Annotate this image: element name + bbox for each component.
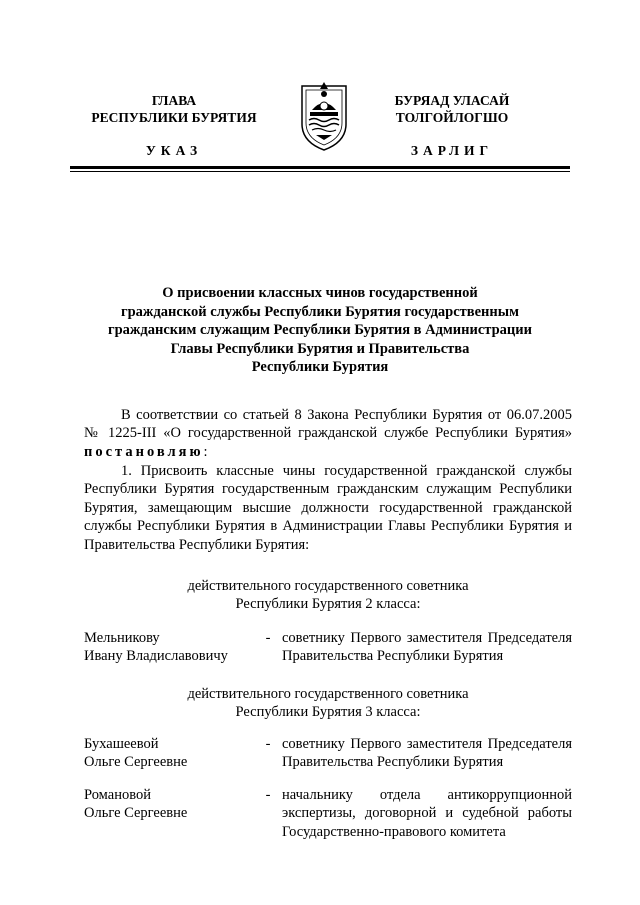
title-line: гражданской службы Республики Бурятия государственным [121, 303, 519, 320]
issuer-line-1: ГЛАВА [151, 93, 197, 108]
doc-type-russian: УКАЗ [145, 143, 203, 158]
person-dash: - [265, 736, 271, 752]
decree-title [95, 284, 545, 377]
title-line: Республики Бурятия [251, 359, 389, 375]
title-line: О присвоении классных чинов государственной [162, 285, 478, 301]
title-line: гражданским служащим Республики Бурятия в Администрации [108, 322, 532, 338]
rank-heading-3 [84, 685, 572, 722]
person-surname: Бухашеевой [84, 736, 159, 752]
decree-colon: : [203, 443, 208, 460]
person-surname: Мельникову [84, 630, 160, 646]
issuer-line-2: РЕСПУБЛИКИ БУРЯТИЯ [91, 110, 257, 125]
header-divider-thick [70, 166, 570, 169]
title-line: Главы Республики Бурятия и Правительства [170, 340, 470, 357]
person-name [84, 735, 254, 772]
rank-line: Республики Бурятия 2 класса: [235, 596, 421, 613]
preamble-paragraph [84, 406, 572, 461]
person-given-name: Ольге Сергеевне [84, 754, 188, 771]
rank-line: Республики Бурятия 3 класса: [235, 704, 421, 721]
person-dash: - [265, 787, 271, 803]
issuer-buryat [372, 92, 532, 126]
coat-of-arms-emblem [298, 80, 350, 152]
person-surname: Романовой [84, 787, 151, 803]
issuer-buryat-line-1: БУРЯАД УЛАСАЙ [394, 93, 510, 108]
person-dash: - [265, 630, 271, 646]
person-given-name: Ольге Сергеевне [84, 805, 188, 822]
person-name [84, 786, 254, 823]
item-1-paragraph: 1. Присвоить классные чины государственной гражданской службы Республики Бурятия государственным гражданским служащим Республики Бурятия, замещающим высшие должности государственной гражданской службы Республики Бурятия в Администрации Главы Республики Бурятия и Правительства Республики Бурятия: [84, 463, 572, 553]
person-given-name: Ивану Владиславовичу [84, 648, 228, 665]
issuer-russian [78, 92, 270, 126]
person-position: начальнику отдела антикоррупционной экспертизы, договорной и судебной работы Государственно-правового комитета [282, 787, 572, 840]
person-name [84, 629, 254, 666]
rank-heading-2 [84, 577, 572, 614]
rank-line: действительного государственного советника [187, 578, 469, 594]
person-position: советнику Первого заместителя Председателя Правительства Республики Бурятия [282, 630, 572, 665]
person-position: советнику Первого заместителя Председателя Правительства Республики Бурятия [282, 736, 572, 771]
issuer-buryat-line-2: ТОЛГОЙЛОГШО [395, 110, 509, 125]
rank-line: действительного государственного советника [187, 686, 469, 702]
preamble-text: В соответствии со статьей 8 Закона Республики Бурятия от 06.07.2005 № 1225-III «О государственной гражданской службе Республики Бурятия» [84, 407, 572, 442]
header-divider-thin [70, 171, 570, 172]
doc-type-buryat: ЗАРЛИГ [410, 143, 494, 158]
decree-word: постановляю [84, 443, 204, 460]
